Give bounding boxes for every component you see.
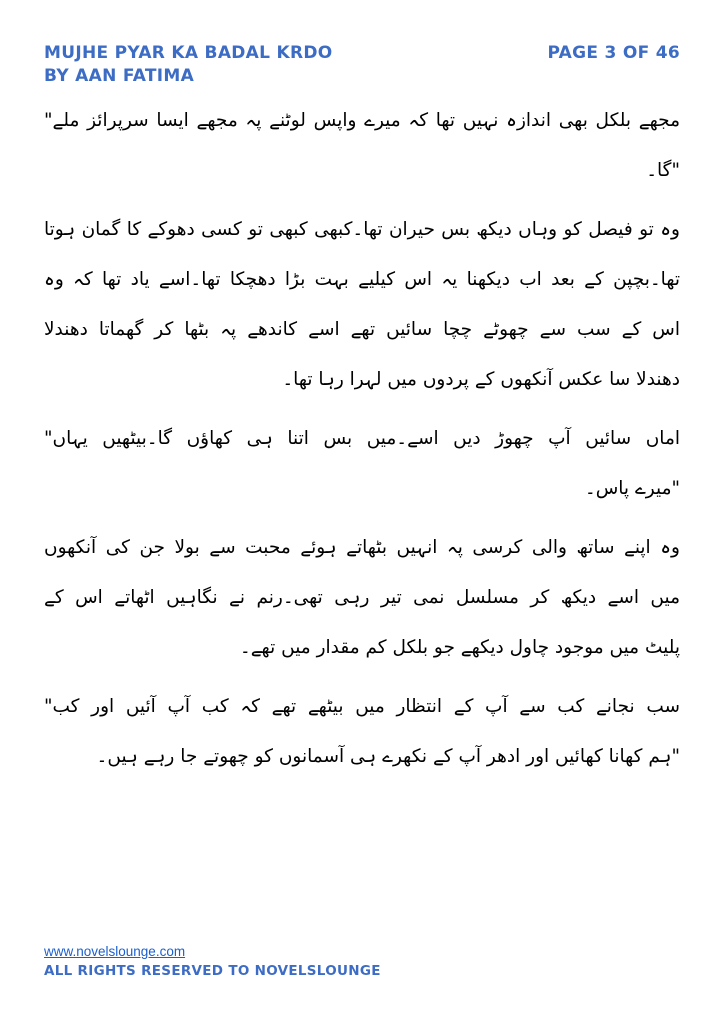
paragraph — [44, 523, 680, 673]
text-line: تھا۔بچپن کے بعد اب دیکھنا یہ اس کیلیے بہت بڑا دھچکا تھا۔اسے یاد تھا کہ وہ — [44, 269, 680, 290]
paragraph — [44, 96, 680, 196]
copyright-notice: ALL RIGHTS RESERVED TO NOVELSLOUNGE — [44, 963, 381, 979]
story-text — [44, 96, 680, 782]
novel-title: MUJHE PYAR KA BADAL KRDO — [44, 43, 333, 63]
text-line: میں اسے دیکھ کر مسلسل نمی تیر رہی تھی۔رنم نے نگاہیں اٹھاتے اس کے — [44, 587, 680, 608]
author-byline: BY AAN FATIMA — [44, 66, 195, 86]
text-line: وہ تو فیصل کو وہاں دیکھ بس حیران تھا۔کبھی کبھی تو کسی دھوکے کا گمان ہوتا — [44, 219, 680, 240]
paragraph — [44, 414, 680, 514]
text-line: اس کے سب سے چھوٹے چچا سائیں تھے اسے کاندھے پہ بٹھا کر گھماتا دھندلا — [44, 319, 680, 340]
text-line: پلیٹ میں موجود چاول دیکھے جو بلکل کم مقدار میں تھے۔ — [239, 637, 680, 658]
text-line: "گا۔ — [646, 160, 680, 181]
website-link[interactable]: www.novelslounge.com — [44, 944, 186, 959]
text-line: اماں سائیں آپ چھوڑ دیں اسے۔میں بس اتنا ہی کھاؤں گا۔بیٹھیں یہاں" — [44, 428, 680, 449]
text-line: وہ اپنے ساتھ والی کرسی پہ انہیں بٹھاتے ہوئے محبت سے بولا جن کی آنکھوں — [44, 537, 680, 558]
text-line: "ہم کھانا کھائیں اور ادھر آپ کے نکھرے ہی آسمانوں کو چھوتے جا رہے ہیں۔ — [96, 746, 680, 767]
paragraph — [44, 682, 680, 782]
paragraph — [44, 205, 680, 405]
text-line: سب نجانے کب سے آپ کے انتظار میں بیٹھے تھے کہ کب آپ آئیں اور کب" — [44, 696, 680, 717]
text-line: مجھے بلکل بھی اندازہ نہیں تھا کہ میرے واپس لوٹنے پہ مجھے ایسا سرپرائز ملے" — [44, 110, 680, 131]
page-number: PAGE 3 OF 46 — [547, 43, 680, 63]
text-line: دھندلا سا عکس آنکھوں کے پردوں میں لہرا رہا تھا۔ — [282, 369, 680, 390]
text-line: "میرے پاس۔ — [584, 478, 680, 499]
